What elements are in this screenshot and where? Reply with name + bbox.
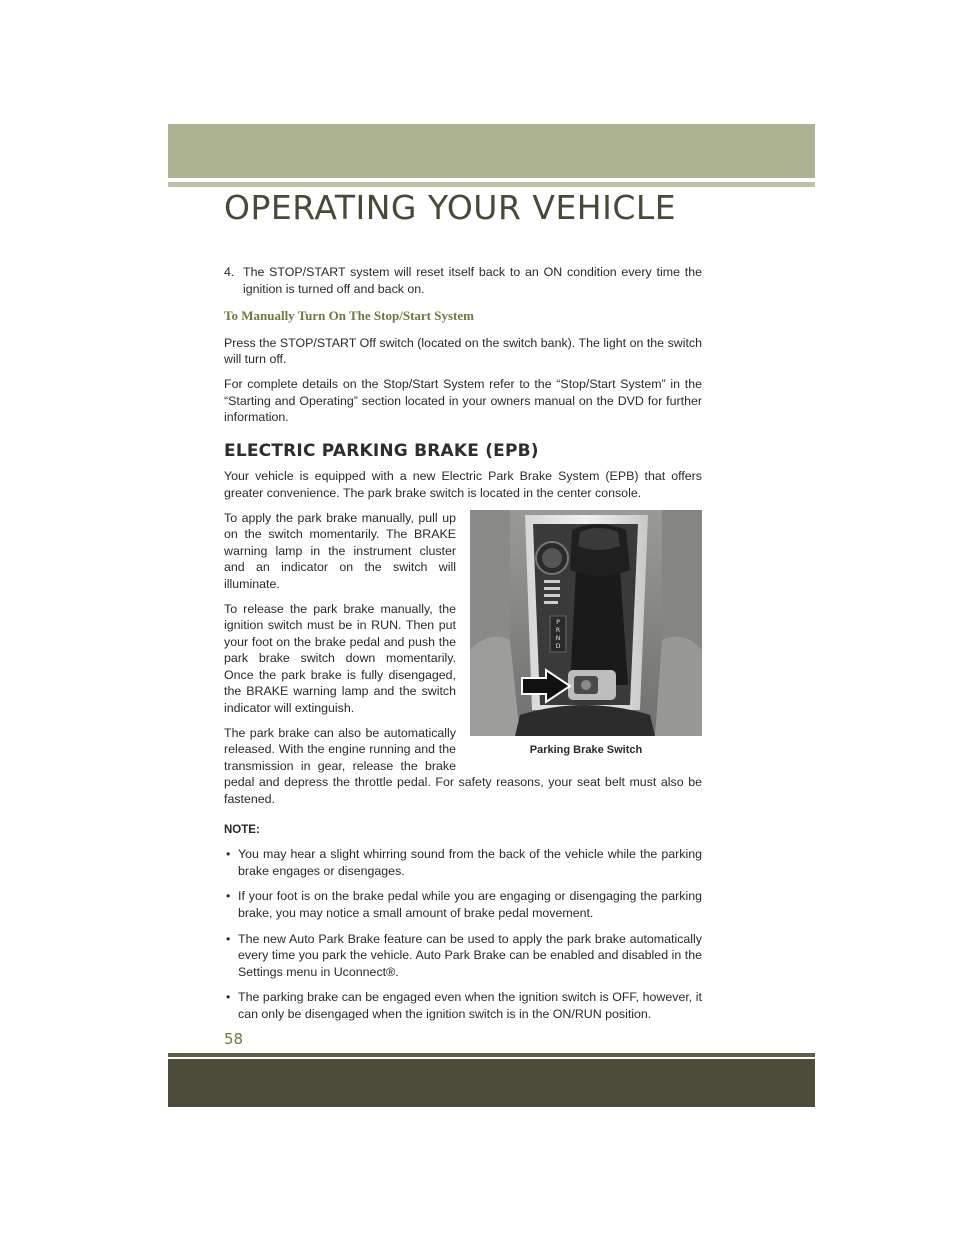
epb-apply-paragraph: To apply the park brake manually, pull up on the switch momentarily. The BRAKE warning lamp in the instrument cluster and an indicator on the switch will illuminate. xyxy=(224,510,456,591)
bullet-icon: • xyxy=(226,889,231,904)
stop-start-paragraph: Press the STOP/START Off switch (located on the switch bank). The light on the switch will turn off. xyxy=(224,335,702,367)
gear-label: D xyxy=(555,642,561,650)
note-text: The parking brake can be engaged even when the ignition switch is OFF, however, it can only be disengaged when the ignition switch is in the ON/RUN position. xyxy=(238,990,702,1021)
epb-release-paragraph: To release the park brake manually, the ignition switch must be in RUN. Then put your foot on the brake pedal and push the park brake switch down momentarily. Once the park brake is fully disengaged, the BRAKE warning lamp and the switch indicator will extinguish. xyxy=(224,601,456,716)
bullet-icon: • xyxy=(226,990,231,1005)
page-content xyxy=(224,264,702,1032)
stop-start-reference-paragraph: For complete details on the Stop/Start System refer to the “Stop/Start System” in the “Starting and Operating” section located in your owners manual on the DVD for further information. xyxy=(224,376,702,425)
note-text: The new Auto Park Brake feature can be used to apply the park brake automatically every time you park the vehicle. Auto Park Brake can be enabled and disabled in the Settings menu in Uconnect®. xyxy=(238,931,702,979)
list-item xyxy=(224,888,702,921)
gear-label: N xyxy=(555,634,561,642)
bullet-icon: • xyxy=(226,847,231,862)
item-text: The STOP/START system will reset itself back to an ON condition every time the ignition is turned off and back on. xyxy=(243,265,702,296)
gear-label: P xyxy=(556,618,560,626)
item-number: 4. xyxy=(224,265,235,279)
list-item xyxy=(224,846,702,879)
note-text: If your foot is on the brake pedal while you are engaging or disengaging the parking brake, you may notice a small amount of brake pedal movement. xyxy=(238,889,702,920)
page-number: 58 xyxy=(224,1030,244,1048)
parking-brake-figure xyxy=(470,510,702,759)
note-list xyxy=(224,846,702,1022)
epb-intro-paragraph: Your vehicle is equipped with a new Electric Park Brake System (EPB) that offers greater convenience. The park brake switch is located in the center console. xyxy=(224,469,702,500)
epb-heading: ELECTRIC PARKING BRAKE (EPB) xyxy=(224,440,539,461)
list-item xyxy=(224,989,702,1022)
section-title: OPERATING YOUR VEHICLE xyxy=(224,188,677,227)
note-text: You may hear a slight whirring sound from the back of the vehicle while the parking brake engages or disengages. xyxy=(238,847,702,878)
note-label: NOTE: xyxy=(224,823,260,836)
bullet-icon: • xyxy=(226,931,231,946)
numbered-item xyxy=(224,264,702,297)
header-band xyxy=(168,124,815,178)
figure-caption: Parking Brake Switch xyxy=(529,743,643,756)
footer-band xyxy=(168,1059,815,1107)
epb-auto-release-paragraph: The park brake can also be automatically released. With the engine running and the transmission in gear, release the brake pedal and depress the throttle pedal. For safety reasons, your seat belt must also be fastened. xyxy=(224,725,702,807)
list-item xyxy=(224,931,702,981)
parking-brake-switch-photo xyxy=(470,510,702,736)
stop-start-subheading: To Manually Turn On The Stop/Start System xyxy=(224,308,474,324)
header-rule xyxy=(168,182,815,187)
gear-label: R xyxy=(555,626,561,634)
